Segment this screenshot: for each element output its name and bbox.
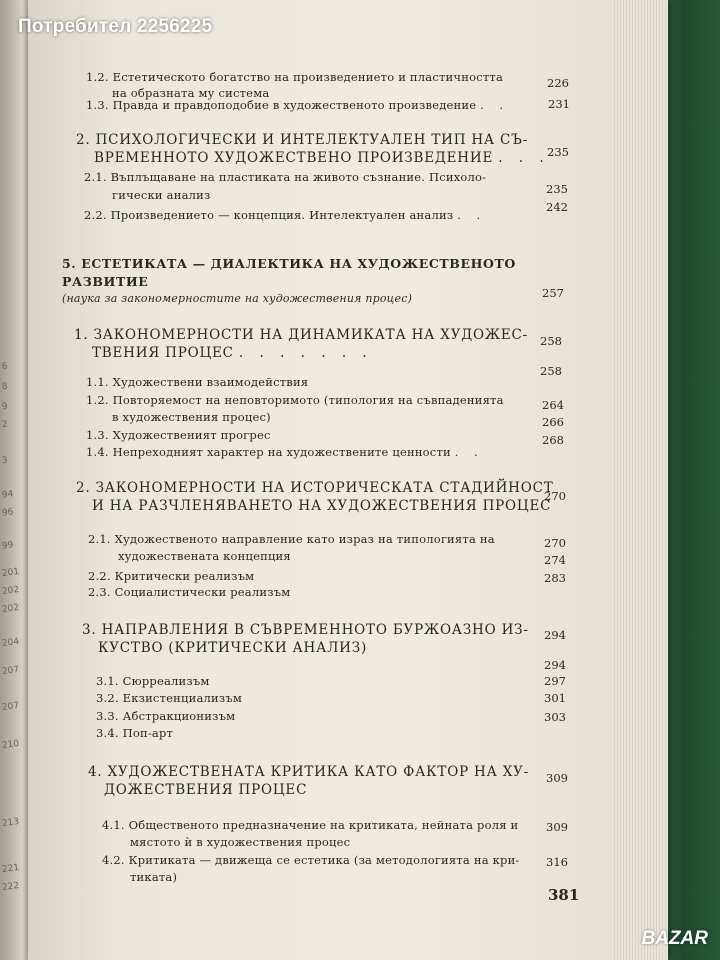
page-number: 264 (542, 398, 564, 412)
entry-title: Социалистически реализъм (114, 585, 291, 599)
entry-number: 1.2. (86, 70, 109, 84)
page-number: 257 (542, 286, 564, 300)
entry-title: Поп-арт (122, 726, 174, 740)
left-margin-number: 207 (1, 664, 20, 678)
entry-title: Произведението — концепция. Интелектуален анализ (110, 208, 454, 222)
page-number: 235 (546, 182, 568, 196)
toc-entry (86, 428, 271, 442)
entry-title-continued: КУСТВО (КРИТИЧЕСКИ АНАЛИЗ) (98, 640, 368, 656)
page-number: 258 (540, 334, 562, 348)
entry-number: 3. (82, 622, 97, 638)
page-number: 283 (544, 571, 566, 585)
entry-number: 2. (76, 480, 91, 496)
page-number: 301 (544, 691, 566, 705)
left-margin-number: 96 (1, 507, 15, 519)
entry-title-continued: тиката) (130, 870, 178, 884)
page-number: 316 (546, 855, 568, 869)
entry-title: Художествени взаимодействия (112, 375, 309, 389)
entry-number: 1.2. (86, 393, 109, 407)
left-margin-number: 202 (1, 602, 20, 616)
entry-title-continued: художествената концепция (118, 549, 291, 563)
page-number: 294 (544, 628, 566, 642)
entry-number: 2.1. (88, 532, 111, 546)
page-number: 294 (544, 658, 566, 672)
entry-title-continued: гически анализ (112, 188, 211, 202)
entry-title: Непреходният характер на художествените ценности (112, 445, 451, 459)
left-margin-number: 6 (1, 361, 9, 373)
entry-number: 1.4. (86, 445, 109, 459)
page-number: 231 (548, 97, 570, 111)
left-margin-number: 9 (1, 401, 9, 413)
left-margin-number: 8 (1, 381, 9, 393)
page-number: 297 (544, 674, 566, 688)
toc-section-heading (76, 480, 554, 496)
entry-title: Общественото предназначение на критиката, нейната роля и (128, 818, 519, 832)
toc-entry (86, 393, 504, 407)
entry-title: ПСИХОЛОГИЧЕСКИ И ИНТЕЛЕКТУАЛЕН ТИП НА СЪ- (95, 132, 529, 148)
page-number: 303 (544, 710, 566, 724)
leader-dots: . . (454, 445, 484, 459)
left-margin-number: 201 (1, 566, 20, 580)
toc-section-heading (76, 132, 528, 148)
entry-title-continued: ТВЕНИЯ ПРОЦЕС (92, 345, 234, 361)
entry-title-continued: на образната му система (112, 86, 270, 100)
toc-entry (88, 532, 495, 546)
page-number: 270 (544, 536, 566, 550)
entry-title: Сюрреализъм (122, 674, 210, 688)
left-margin-number: 3 (1, 455, 9, 467)
page-number: 258 (540, 364, 562, 378)
toc-entry (96, 691, 242, 705)
entry-title: ЗАКОНОМЕРНОСТИ НА ИСТОРИЧЕСКАТА СТАДИЙНОСТ (95, 480, 554, 496)
entry-title: Критиката — движеща се естетика (за методологията на кри- (128, 853, 520, 867)
page-number: 309 (546, 771, 568, 785)
page-number: 242 (546, 200, 568, 214)
page-number: 235 (547, 145, 569, 159)
left-margin-number: 210 (1, 738, 20, 752)
entry-title: НАПРАВЛЕНИЯ В СЪВРЕМЕННОТО БУРЖОАЗНО ИЗ- (101, 622, 529, 638)
entry-title-continued: ВРЕМЕННОТО ХУДОЖЕСТВЕНО ПРОИЗВЕДЕНИЕ (94, 150, 494, 166)
entry-number: 1.3. (86, 98, 109, 112)
entry-title-continued: И НА РАЗЧЛЕНЯВАНЕТО НА ХУДОЖЕСТВЕНИЯ ПРОЦЕС (92, 498, 552, 514)
leader-dots: . . (457, 208, 487, 222)
entry-title: ЗАКОНОМЕРНОСТИ НА ДИНАМИКАТА НА ХУДОЖЕС- (93, 327, 529, 343)
entry-title: Екзистенциализъм (122, 691, 243, 705)
entry-number: 4. (88, 764, 103, 780)
entry-number: 5. (62, 256, 77, 271)
toc-part-heading (62, 256, 516, 271)
toc-entry (96, 726, 173, 740)
entry-number: 3.1. (96, 674, 119, 688)
toc-entry (96, 674, 210, 688)
entry-title: ЕСТЕТИКАТА — ДИАЛЕКТИКА НА ХУДОЖЕСТВЕНОТО (81, 256, 516, 271)
toc-section-heading (74, 327, 528, 343)
toc-entry (88, 569, 254, 583)
page-number: 266 (542, 415, 564, 429)
user-watermark: Потребител 2256225 (18, 16, 213, 37)
toc-entry (102, 853, 520, 867)
toc-entry (86, 70, 503, 84)
leader-dots: . . (480, 98, 510, 112)
entry-title-continued: мястото ѝ в художествения процес (130, 835, 351, 849)
entry-number: 1. (74, 327, 89, 343)
toc-section-heading (82, 622, 529, 638)
toc-section-heading (88, 764, 529, 780)
entry-number: 2.1. (84, 170, 107, 184)
entry-number: 4.1. (102, 818, 125, 832)
entry-title: Критически реализъм (114, 569, 255, 583)
entry-number: 2.2. (84, 208, 107, 222)
entry-subtitle: (наука за закономерностите на художествения процес) (62, 292, 413, 305)
entry-title: Художественото направление като израз на типологията на (114, 532, 495, 546)
entry-number: 2. (76, 132, 91, 148)
bazar-logo: BAZAR (641, 928, 708, 949)
left-margin-number: 222 (1, 880, 20, 894)
entry-title-continued: в художествения процес) (112, 410, 271, 424)
entry-number: 1.1. (86, 375, 109, 389)
toc-entry (84, 170, 486, 184)
leader-dots: . . . . . . . (238, 345, 373, 361)
left-margin-number: 221 (1, 862, 20, 876)
toc-entry (86, 98, 509, 112)
entry-number: 2.3. (88, 585, 111, 599)
left-margin-number: 202 (1, 584, 20, 598)
entry-title: Въплъщаване на пластиката на живото съзнание. Психоло- (110, 170, 487, 184)
left-margin-number: 207 (1, 700, 20, 714)
entry-number: 4.2. (102, 853, 125, 867)
entry-number: 2.2. (88, 569, 111, 583)
toc-section-heading-continued (92, 345, 373, 361)
entry-title: Абстракционизъм (122, 709, 236, 723)
entry-number: 3.3. (96, 709, 119, 723)
entry-number: 1.3. (86, 428, 109, 442)
entry-title: ХУДОЖЕСТВЕНАТА КРИТИКА КАТО ФАКТОР НА ХУ- (107, 764, 530, 780)
entry-title: Правда и правдоподобие в художественото произведение (112, 98, 477, 112)
page-folio: 381 (548, 886, 580, 904)
entry-number: 3.4. (96, 726, 119, 740)
left-margin-number: 204 (1, 636, 20, 650)
left-margin-number: 94 (1, 489, 15, 501)
page-number: 309 (546, 820, 568, 834)
toc-entry (86, 375, 308, 389)
entry-title: Повторяемост на неповторимото (типология на съвпаденията (112, 393, 504, 407)
toc-entry (96, 709, 235, 723)
page-number: 268 (542, 433, 564, 447)
left-margin-number: 2 (1, 419, 9, 431)
toc-entry (88, 585, 290, 599)
toc-entry (86, 445, 484, 459)
entry-title: Естетическото богатство на произведението и пластичността (112, 70, 504, 84)
toc-section-heading-continued (94, 150, 550, 166)
toc-entry (102, 818, 518, 832)
page-number: 274 (544, 553, 566, 567)
entry-number: 3.2. (96, 691, 119, 705)
page-number: 226 (547, 76, 569, 90)
toc-entry (84, 208, 486, 222)
entry-title: Художественият прогрес (112, 428, 271, 442)
left-margin-number: 99 (1, 540, 15, 552)
left-margin-number: 213 (1, 816, 20, 830)
page-number: 270 (544, 489, 566, 503)
entry-title-continued: РАЗВИТИЕ (62, 274, 149, 289)
entry-title-continued: ДОЖЕСТВЕНИЯ ПРОЦЕС (104, 782, 308, 798)
leader-dots: . . . (498, 150, 550, 166)
